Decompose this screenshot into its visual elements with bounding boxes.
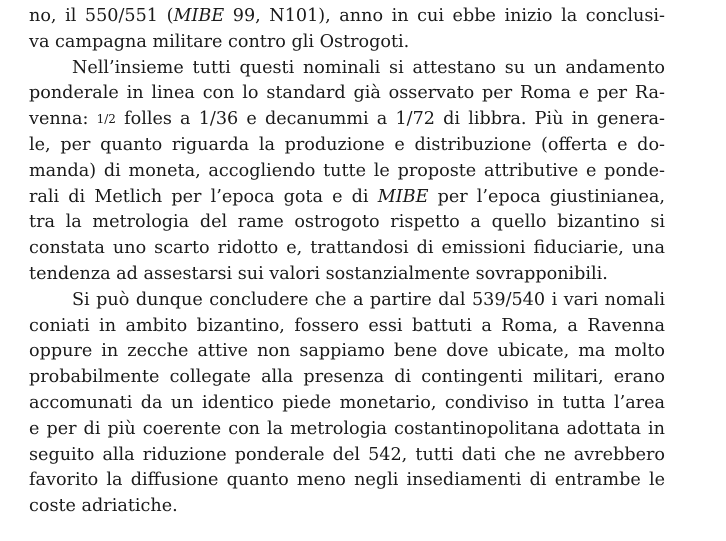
text-line: coniati in ambito bizantino, fossero essi battuti a Roma, a Ravenna bbox=[29, 315, 665, 336]
text-line: manda) di moneta, accogliendo tutte le proposte attributive e ponde- bbox=[29, 160, 665, 181]
text-run: folles a 1/36 e decanummi a 1/72 di libbra. Più in genera- bbox=[115, 109, 665, 130]
text-run: venna: bbox=[29, 109, 97, 130]
text-line: Nell’insieme tutti questi nominali si attestano su un andamento bbox=[72, 57, 665, 78]
paragraph-2 bbox=[29, 56, 665, 288]
text-line: Si può dunque concludere che a partire dal 539/540 i vari nomali bbox=[72, 289, 665, 310]
fraction: 1/2 bbox=[96, 112, 116, 127]
text-line: coste adriatiche. bbox=[29, 496, 178, 517]
text-line: tendenza ad assestarsi sui valori sostanzialmente sovrapponibili. bbox=[29, 263, 608, 284]
text-line bbox=[29, 107, 665, 133]
text-line: favorito la diffusione quanto meno negli insediamenti di entrambe le bbox=[29, 470, 665, 491]
text-line bbox=[29, 185, 665, 211]
text-run: 99, N101), anno in cui ebbe inizio la conclusi- bbox=[224, 6, 665, 26]
document-page bbox=[29, 4, 665, 520]
text-line: oppure in zecche attive non sappiamo bene dove ubicate, ma molto bbox=[29, 341, 665, 362]
paragraph-3 bbox=[29, 288, 665, 520]
text-line: e per di più coerente con la metrologia costantinopolitana adottata in bbox=[29, 418, 665, 439]
paragraph-1 bbox=[29, 4, 665, 56]
text-line bbox=[29, 4, 665, 30]
text-line: ponderale in linea con lo standard già osservato per Roma e per Ra- bbox=[29, 83, 665, 104]
italic-abbreviation: MIBE bbox=[173, 6, 225, 26]
text-run: no, il 550/551 ( bbox=[29, 6, 174, 26]
text-line: tra la metrologia del rame ostrogoto rispetto a quello bizantino si bbox=[29, 212, 665, 233]
text-run: rali di Metlich per l’epoca gota e di bbox=[29, 186, 378, 207]
italic-abbreviation: MIBE bbox=[377, 186, 429, 207]
text-line: probabilmente collegate alla presenza di contingenti militari, erano bbox=[29, 367, 665, 388]
text-line: accomunati da un identico piede monetario, condiviso in tutta l’area bbox=[29, 392, 665, 413]
text-line: constata uno scarto ridotto e, trattandosi di emissioni fiduciarie, una bbox=[29, 238, 665, 259]
text-line: le, per quanto riguarda la produzione e distribuzione (offerta e do- bbox=[29, 134, 665, 155]
text-line: va campagna militare contro gli Ostrogoti. bbox=[29, 31, 410, 52]
text-line: seguito alla riduzione ponderale del 542, tutti dati che ne avrebbero bbox=[29, 444, 665, 465]
text-run: per l’epoca giustinianea, bbox=[428, 186, 665, 207]
